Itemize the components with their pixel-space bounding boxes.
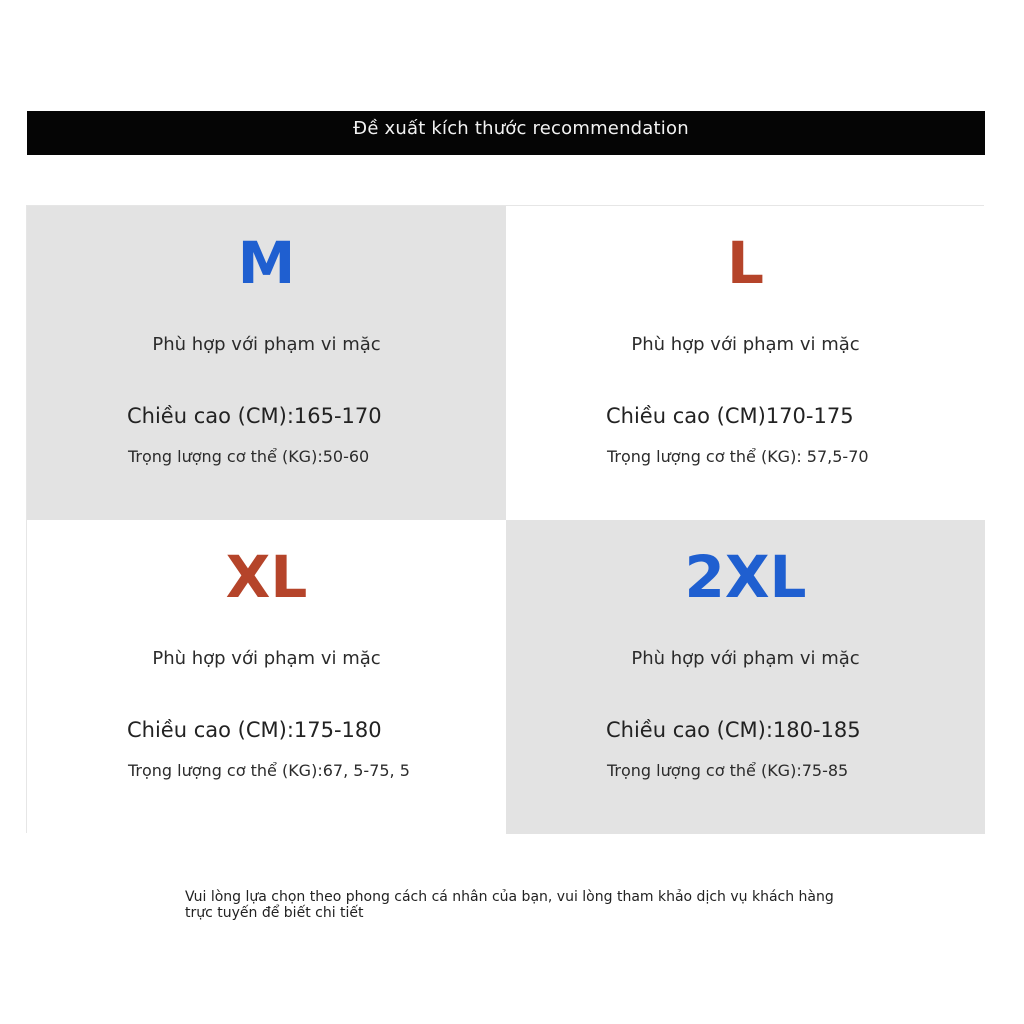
size-card-m [27, 206, 506, 520]
size-grid [26, 205, 984, 833]
size-label-2xl: 2XL [684, 543, 807, 611]
fit-range-text: Phù hợp với phạm vi mặc [631, 334, 860, 355]
banner-title: Đề xuất kích thước recommendation [353, 118, 689, 139]
footer-note: Vui lòng lựa chọn theo phong cách cá nhân của bạn, vui lòng tham khảo dịch vụ khách hàng trực tuyến để biết chi tiết [185, 889, 834, 921]
fit-range-text: Phù hợp với phạm vi mặc [152, 334, 381, 355]
fit-range-text: Phù hợp với phạm vi mặc [631, 648, 860, 669]
weight-range-text: Trọng lượng cơ thể (KG): 57,5-70 [607, 447, 869, 466]
weight-range-text: Trọng lượng cơ thể (KG):50-60 [128, 447, 370, 466]
height-range-text: Chiều cao (CM):165-170 [127, 404, 382, 428]
weight-range-text: Trọng lượng cơ thể (KG):67, 5-75, 5 [128, 761, 410, 780]
size-card-xl [27, 520, 506, 834]
size-recommendation-banner [27, 111, 985, 155]
weight-range-text: Trọng lượng cơ thể (KG):75-85 [607, 761, 849, 780]
size-label-xl: XL [225, 543, 308, 611]
size-label-m: M [237, 229, 296, 297]
height-range-text: Chiều cao (CM)170-175 [606, 404, 854, 428]
size-card-2xl [506, 520, 985, 834]
size-card-l [506, 206, 985, 520]
height-range-text: Chiều cao (CM):175-180 [127, 718, 382, 742]
size-label-l: L [727, 229, 764, 297]
fit-range-text: Phù hợp với phạm vi mặc [152, 648, 381, 669]
height-range-text: Chiều cao (CM):180-185 [606, 718, 861, 742]
